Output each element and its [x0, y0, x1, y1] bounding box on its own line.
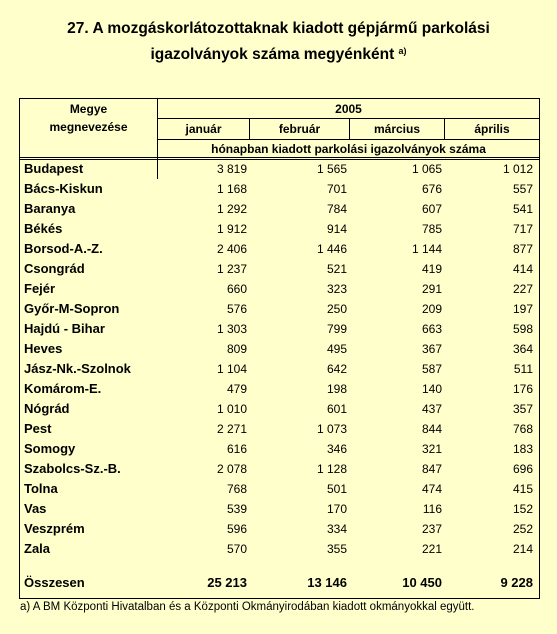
table-row [20, 339, 539, 359]
county-name: Vas [24, 501, 47, 516]
table-row [20, 359, 539, 379]
value-march: 1 144 [411, 242, 442, 256]
value-january: 3 819 [216, 162, 247, 176]
row-divider [158, 139, 539, 140]
row-divider [20, 157, 539, 158]
value-april: 541 [512, 202, 533, 216]
value-january: 1 912 [216, 222, 247, 236]
county-name: Pest [24, 421, 52, 436]
county-name: Győr-M-Sopron [24, 301, 120, 316]
value-february: 1 073 [316, 422, 347, 436]
value-april: 357 [512, 402, 533, 416]
county-header-line-2: megnevezése [49, 120, 128, 134]
title-footnote-mark: a) [398, 46, 407, 56]
value-march: 209 [421, 302, 442, 316]
value-january: 1 168 [216, 182, 247, 196]
value-march: 367 [421, 342, 442, 356]
value-april: 598 [512, 322, 533, 336]
value-april: 717 [512, 222, 533, 236]
table-row [20, 459, 539, 479]
value-january: 616 [226, 442, 247, 456]
value-march: 221 [421, 542, 442, 556]
value-april: 227 [512, 282, 533, 296]
value-february: 914 [326, 222, 347, 236]
value-january: 660 [226, 282, 247, 296]
total-january: 25 213 [207, 575, 247, 590]
value-march: 587 [421, 362, 442, 376]
table-row [20, 219, 539, 239]
table-row [20, 439, 539, 459]
value-january: 576 [226, 302, 247, 316]
county-name: Baranya [24, 201, 76, 216]
table-row [20, 279, 539, 299]
value-march: 321 [421, 442, 442, 456]
value-february: 355 [326, 542, 347, 556]
county-name: Jász-Nk.-Szolnok [24, 361, 131, 376]
row-divider [158, 118, 539, 119]
value-april: 557 [512, 182, 533, 196]
value-february: 601 [326, 402, 347, 416]
value-february: 642 [326, 362, 347, 376]
month-header-april: április [474, 122, 510, 136]
value-february: 198 [326, 382, 347, 396]
value-january: 2 406 [216, 242, 247, 256]
county-name: Tolna [24, 481, 58, 496]
table-row [20, 199, 539, 219]
month-header-january: január [185, 122, 222, 136]
value-february: 346 [326, 442, 347, 456]
value-january: 768 [226, 482, 247, 496]
county-name: Bács-Kiskun [24, 181, 103, 196]
footnote: a) A BM Központi Hivatalban és a Központi Okmányirodában kiadott okmányokkal együtt. [20, 601, 475, 613]
value-february: 501 [326, 482, 347, 496]
total-february: 13 146 [307, 575, 347, 590]
county-header [20, 102, 157, 134]
table-title [0, 18, 557, 66]
value-april: 364 [512, 342, 533, 356]
table-row [20, 239, 539, 259]
value-april: 252 [512, 522, 533, 536]
table-row [20, 519, 539, 539]
value-february: 495 [326, 342, 347, 356]
value-january: 809 [226, 342, 247, 356]
value-january: 539 [226, 502, 247, 516]
table-row [20, 319, 539, 339]
county-name: Zala [24, 541, 51, 556]
county-name: Komárom-E. [24, 381, 102, 396]
title-line-1: 27. A mozgáskorlátozottaknak kiadott gépjármű parkolási [67, 20, 490, 37]
table-row [20, 419, 539, 439]
value-february: 701 [326, 182, 347, 196]
value-march: 1 065 [411, 162, 442, 176]
data-table [19, 98, 540, 599]
value-april: 696 [512, 462, 533, 476]
value-january: 596 [226, 522, 247, 536]
value-april: 197 [512, 302, 533, 316]
value-march: 663 [421, 322, 442, 336]
county-name: Veszprém [24, 521, 85, 536]
value-february: 334 [326, 522, 347, 536]
value-april: 183 [512, 442, 533, 456]
value-march: 419 [421, 262, 442, 276]
value-january: 2 078 [216, 462, 247, 476]
value-april: 877 [512, 242, 533, 256]
value-january: 2 271 [216, 422, 247, 436]
value-february: 250 [326, 302, 347, 316]
county-name: Nógrád [24, 401, 70, 416]
value-march: 844 [421, 422, 442, 436]
county-name: Borsod-A.-Z. [24, 241, 103, 256]
title-line-2-text: igazolványok száma megyénként [150, 46, 395, 63]
table-row [20, 499, 539, 519]
value-february: 170 [326, 502, 347, 516]
county-name: Hajdú - Bihar [24, 321, 105, 336]
value-january: 1 237 [216, 262, 247, 276]
subheader: hónapban kiadott parkolási igazolványok száma [211, 142, 486, 156]
value-january: 1 292 [216, 202, 247, 216]
table-row [20, 399, 539, 419]
value-march: 785 [421, 222, 442, 236]
total-march: 10 450 [402, 575, 442, 590]
value-march: 676 [421, 182, 442, 196]
value-april: 768 [512, 422, 533, 436]
value-february: 1 128 [316, 462, 347, 476]
value-march: 237 [421, 522, 442, 536]
value-april: 214 [512, 542, 533, 556]
value-march: 140 [421, 382, 442, 396]
month-header-february: február [278, 122, 321, 136]
county-header-line-1: Megye [69, 102, 108, 116]
value-march: 116 [422, 502, 442, 516]
county-name: Heves [24, 341, 63, 356]
county-name: Somogy [24, 441, 76, 456]
value-march: 291 [421, 282, 442, 296]
total-label: Összesen [24, 575, 85, 590]
table-row [20, 179, 539, 199]
year-header: 2005 [335, 102, 362, 116]
value-april: 511 [513, 362, 533, 376]
value-january: 1 104 [216, 362, 247, 376]
value-march: 607 [421, 202, 442, 216]
table-row [20, 479, 539, 499]
value-april: 1 012 [502, 162, 533, 176]
value-march: 474 [421, 482, 442, 496]
county-name: Csongrád [24, 261, 85, 276]
county-name: Békés [24, 221, 63, 236]
table-row [20, 539, 539, 559]
value-february: 1 565 [316, 162, 347, 176]
value-february: 799 [326, 322, 347, 336]
total-april: 9 228 [500, 575, 533, 590]
value-february: 784 [326, 202, 347, 216]
title-line-2 [0, 40, 557, 66]
value-february: 1 446 [316, 242, 347, 256]
value-january: 1 010 [216, 402, 247, 416]
value-march: 847 [421, 462, 442, 476]
value-january: 479 [226, 382, 247, 396]
table-row [20, 259, 539, 279]
value-january: 570 [226, 542, 247, 556]
county-name: Fejér [24, 281, 56, 296]
county-name: Szabolcs-Sz.-B. [24, 461, 121, 476]
value-february: 521 [326, 262, 347, 276]
value-january: 1 303 [216, 322, 247, 336]
value-april: 414 [512, 262, 533, 276]
value-march: 437 [421, 402, 442, 416]
value-april: 176 [512, 382, 533, 396]
total-row [20, 573, 539, 593]
value-april: 152 [512, 502, 533, 516]
table-row [20, 159, 539, 179]
county-name: Budapest [24, 161, 84, 176]
table-row [20, 379, 539, 399]
month-header-march: március [373, 122, 421, 136]
value-february: 323 [326, 282, 347, 296]
table-row [20, 299, 539, 319]
value-april: 415 [512, 482, 533, 496]
